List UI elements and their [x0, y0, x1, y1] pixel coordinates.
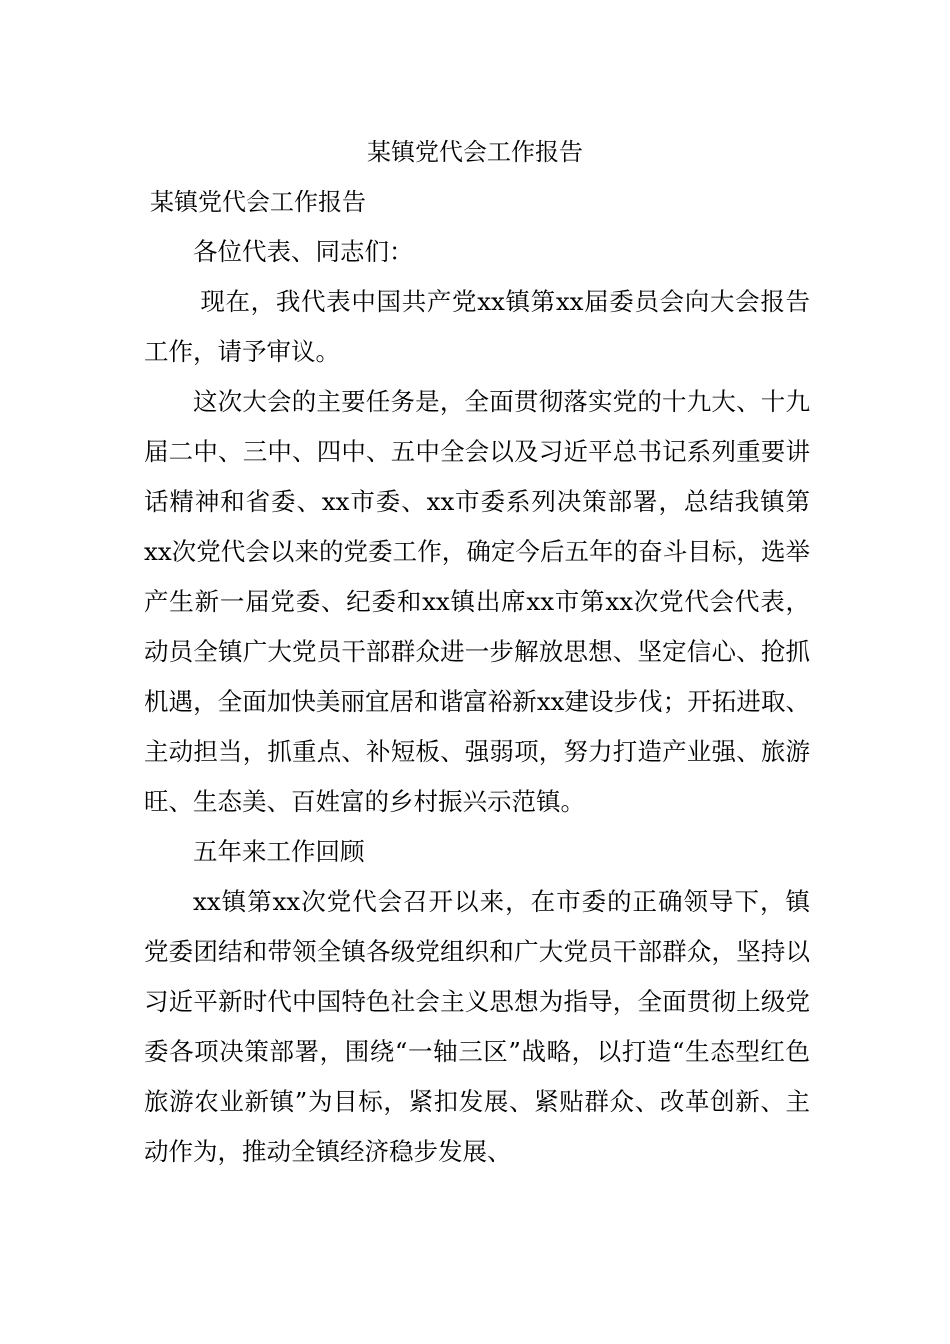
tasks-paragraph: 这次大会的主要任务是，全面贯彻落实党的十九大、十九届二中、三中、四中、五中全会以及习近平总书记系列重要讲话精神和省委、xx市委、xx市委系列决策部署，总结我镇第xx次党代会以来的党委工作，确定今后五年的奋斗目标，选举产生新一届党委、纪委和xx镇出席xx市第xx次党代会代表，动员全镇广大党员干部群众进一步解放思想、坚定信心、抢抓机遇，全面加快美丽宜居和谐富裕新xx建设步伐；开拓进取、主动担当，抓重点、补短板、强弱项，努力打造产业强、旅游旺、生态美、百姓富的乡村振兴示范镇。: [144, 387, 810, 816]
review-paragraph: xx镇第xx次党代会召开以来，在市委的正确领导下，镇党委团结和带领全镇各级党组织和广大党员干部群众，坚持以习近平新时代中国特色社会主义思想为指导，全面贯彻上级党委各项决策部署，围绕“一轴三区”战略，以打造“生态型红色旅游农业新镇”为目标，紧扣发展、紧贴群众、改革创新、主动作为，推动全镇经济稳步发展、: [144, 887, 810, 1166]
salutation-paragraph: 各位代表、同志们：: [193, 237, 414, 266]
document-body: [144, 227, 810, 1177]
opening-paragraph: 现在，我代表中国共产党xx镇第xx届委员会向大会报告工作，请予审议。: [144, 287, 810, 366]
document-subtitle: 某镇党代会工作报告: [150, 188, 366, 216]
section-heading: 五年来工作回顾: [193, 837, 365, 866]
document-title: 某镇党代会工作报告: [367, 138, 583, 166]
